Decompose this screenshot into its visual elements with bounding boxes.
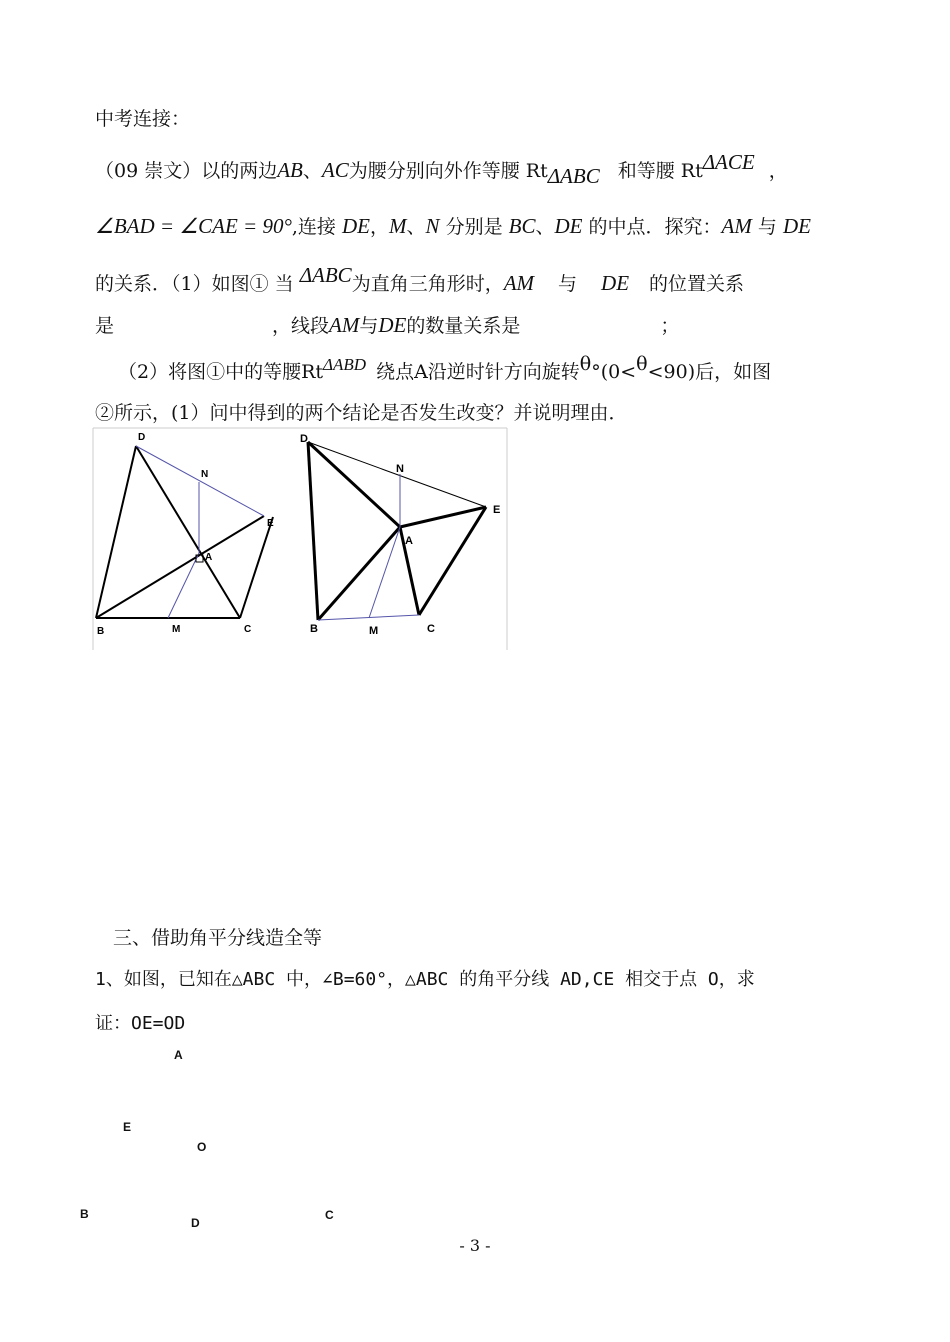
problem-line-5: （2）将图①中的等腰RtΔABD 绕点A沿逆时针方向旋转θ°(0<θ<90)后，如图 bbox=[118, 353, 772, 383]
fig2-label-a: A bbox=[405, 535, 413, 547]
fig3-label-e: E bbox=[123, 1120, 132, 1134]
fig2-label-e: E bbox=[493, 504, 501, 516]
fig1-label-a: A bbox=[205, 552, 213, 563]
problem-line-2: ∠BAD = ∠CAE = 90°,连接 DE，M、N 分别是 BC、DE 的中点．探究：AM 与 DE bbox=[95, 214, 811, 238]
figure-1-frame bbox=[93, 428, 507, 650]
fig1-label-c: C bbox=[244, 624, 252, 635]
fig3-label-b: B bbox=[80, 1207, 89, 1221]
fig1-label-b: B bbox=[97, 626, 105, 637]
problem-line-1: （09 崇文）以的两边AB、AC为腰分别向外作等腰 RtΔABC 和等腰 RtΔACE ， bbox=[95, 150, 788, 188]
fig2-label-c: C bbox=[427, 623, 435, 635]
figure-1 bbox=[96, 432, 274, 637]
fig1-label-n: N bbox=[201, 469, 209, 480]
fig3-label-o: O bbox=[197, 1140, 207, 1154]
fig3-label-c: C bbox=[325, 1208, 334, 1222]
heading-link: 中考连接： bbox=[95, 108, 191, 130]
fig2-label-b: B bbox=[310, 623, 318, 635]
fig2-label-m: M bbox=[369, 625, 379, 637]
problem-line-3: 的关系．（1）如图① 当 ΔABC为直角三角形时，AM 与 DE 的位置关系 bbox=[95, 263, 745, 295]
fig1-label-d: D bbox=[138, 432, 146, 443]
question-1-line-1: 1、如图，已知在△ABC 中，∠B=60°，△ABC 的角平分线 AD,CE 相交于点 O，求 bbox=[95, 969, 755, 990]
fig3-label-a: A bbox=[174, 1048, 183, 1062]
fig3-label-d: D bbox=[191, 1216, 200, 1230]
figure-2 bbox=[300, 433, 500, 637]
section-3-heading: 三、借助角平分线造全等 bbox=[113, 927, 323, 949]
fig1-label-e: E bbox=[267, 518, 274, 529]
fig2-label-d: D bbox=[300, 433, 308, 445]
problem-line-6: ②所示，(1）问中得到的两个结论是否发生改变？并说明理由． bbox=[95, 402, 628, 424]
fig1-label-m: M bbox=[172, 624, 181, 635]
question-1-line-2: 证：OE=OD bbox=[95, 1013, 186, 1034]
fig2-label-n: N bbox=[396, 463, 404, 475]
problem-line-4: 是 ，线段AM与DE的数量关系是 ； bbox=[95, 313, 680, 337]
page-number: - 3 - bbox=[459, 1236, 491, 1255]
